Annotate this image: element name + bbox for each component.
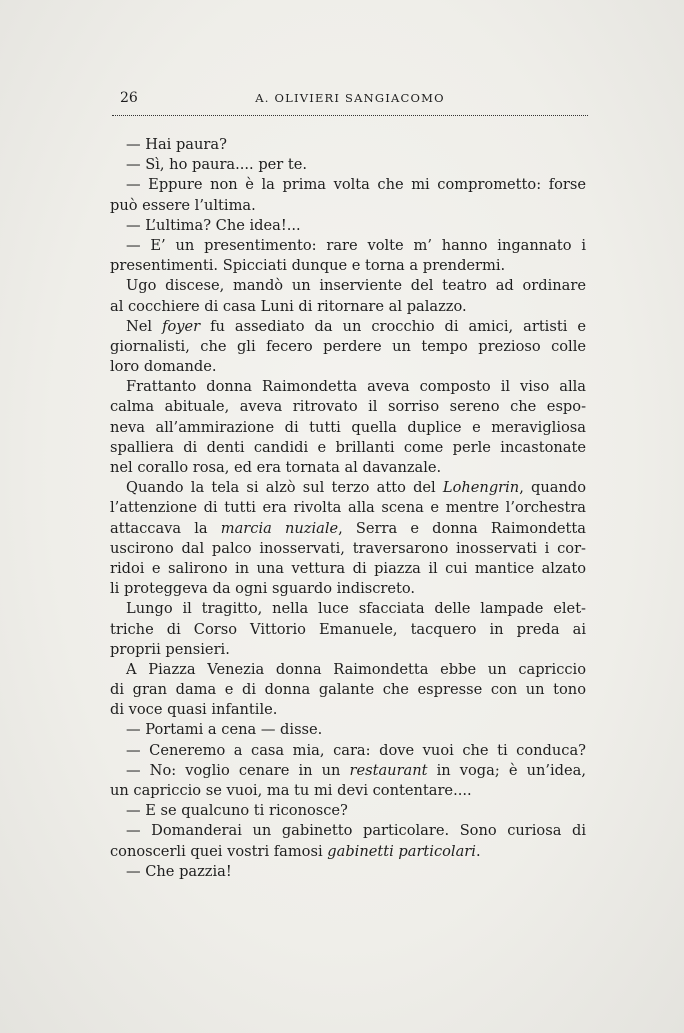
text-line <box>110 801 586 821</box>
text-line <box>110 155 586 175</box>
text-segment: attaccava la <box>110 519 221 537</box>
text-line <box>110 842 586 862</box>
text-segment: A Piazza Venezia donna Raimondetta ebbe un capriccio <box>126 660 586 678</box>
text-segment: Lungo il tragitto, nella luce sfacciata delle lampade elet- <box>126 600 586 618</box>
text-segment: — No: voglio cenare in un <box>126 761 350 779</box>
text-segment: — Eppure non è la prima volta che mi comprometto: forse <box>126 176 586 194</box>
text-segment: conoscerli quei vostri famosi <box>110 842 328 860</box>
text-segment: li proteggeva da ogni sguardo indiscreto. <box>110 580 416 598</box>
text-line <box>110 397 586 417</box>
italic-text: foyer <box>162 317 201 335</box>
text-segment: — L’ultima? Che idea!... <box>126 216 301 234</box>
text-line <box>110 297 586 317</box>
text-segment: fu assediato da un crocchio di amici, artisti e <box>200 317 586 335</box>
text-segment: . <box>475 842 481 860</box>
text-line <box>110 720 586 740</box>
text-segment: — Ceneremo a casa mia, cara: dove vuoi che ti conduca? <box>126 741 586 759</box>
text-segment: — Che pazzia! <box>126 862 232 880</box>
text-segment: — Portami a cena — disse. <box>126 721 323 739</box>
text-segment: — E se qualcuno ti riconosce? <box>126 802 348 820</box>
text-line <box>110 438 586 458</box>
text-segment: — E’ un presentimento: rare volte m’ hanno ingannato i <box>126 236 586 254</box>
text-segment: neva all’ammirazione di tutti quella duplice e meravigliosa <box>110 418 586 436</box>
text-line <box>110 377 586 397</box>
text-line <box>110 317 586 337</box>
text-line <box>110 418 586 438</box>
text-line <box>110 599 586 619</box>
text-segment: — Domanderai un gabinetto particolare. Sono curiosa di <box>126 822 586 840</box>
text-segment: — Hai paura? <box>126 136 227 153</box>
text-line <box>110 559 586 579</box>
text-segment: Nel <box>126 317 163 335</box>
text-segment: triche di Corso Vittorio Emanuele, tacquero in preda ai <box>110 620 586 638</box>
text-line <box>110 498 586 518</box>
text-segment: di gran dama e di donna galante che espresse con un tono <box>110 681 586 699</box>
text-line <box>110 519 586 539</box>
page-number: 26 <box>120 90 138 106</box>
text-segment: proprii pensieri. <box>110 640 230 658</box>
running-title: A. OLIVIERI SANGIACOMO <box>255 91 445 105</box>
text-segment: Quando la tela si alzò sul terzo atto del <box>126 479 443 497</box>
text-segment: ridoi e salirono in una vettura di piazza il cui mantice alzato <box>110 559 586 577</box>
text-segment: uscirono dal palco inosservati, traversarono inosservati i cor- <box>110 539 586 557</box>
italic-text: gabinetti particolari <box>327 842 476 860</box>
text-segment: un capriccio se vuoi, ma tu mi devi contentare.... <box>110 782 472 799</box>
text-line <box>110 175 586 195</box>
text-segment: spalliera di denti candidi e brillanti come perle incastonate <box>110 438 586 456</box>
text-segment: Frattanto donna Raimondetta aveva composto il viso alla <box>126 378 586 396</box>
text-line <box>110 700 586 720</box>
text-segment: loro domande. <box>110 358 217 376</box>
text-line <box>110 458 586 478</box>
text-segment: Ugo discese, mandò un inserviente del teatro ad ordinare <box>126 277 586 295</box>
text-line <box>110 539 586 559</box>
text-line <box>110 761 586 781</box>
text-segment: — Sì, ho paura.... per te. <box>126 156 308 174</box>
text-segment: calma abituale, aveva ritrovato il sorriso sereno che espo- <box>110 398 586 416</box>
text-segment: presentimenti. Spicciati dunque e torna a prendermi. <box>110 257 506 275</box>
text-segment: nel corallo rosa, ed era tornata al davanzale. <box>110 459 442 476</box>
italic-text: Lohengrin <box>442 479 520 497</box>
italic-text: restaurant <box>349 761 428 779</box>
text-line <box>110 357 586 377</box>
text-line <box>110 680 586 700</box>
page-header <box>112 90 588 110</box>
text-line <box>110 821 586 841</box>
text-line <box>110 579 586 599</box>
text-segment: , quando <box>519 479 586 497</box>
header-rule <box>112 115 588 116</box>
text-line <box>110 135 586 155</box>
text-line <box>110 781 586 801</box>
text-line <box>110 660 586 680</box>
text-line <box>110 196 586 216</box>
italic-text: marcia nuziale <box>220 519 339 537</box>
text-line <box>110 741 586 761</box>
text-segment: in voga; è un’idea, <box>427 761 586 779</box>
text-segment: giornalisti, che gli fecero perdere un tempo prezioso colle <box>110 337 586 355</box>
text-line <box>110 640 586 660</box>
text-line <box>110 478 586 498</box>
text-line <box>110 236 586 256</box>
text-segment: può essere l’ultima. <box>110 196 256 214</box>
text-line <box>110 862 586 882</box>
text-line <box>110 216 586 236</box>
text-line <box>110 337 586 357</box>
text-segment: al cocchiere di casa Luni di ritornare al palazzo. <box>110 297 467 315</box>
text-line <box>110 620 586 640</box>
text-segment: di voce quasi infantile. <box>110 701 278 719</box>
text-line <box>110 256 586 276</box>
text-segment: , Serra e donna Raimondetta <box>338 519 586 537</box>
text-segment: l’attenzione di tutti era rivolta alla scena e mentre l’orchestra <box>110 499 586 517</box>
text-line <box>110 276 586 296</box>
body-text <box>110 135 586 882</box>
